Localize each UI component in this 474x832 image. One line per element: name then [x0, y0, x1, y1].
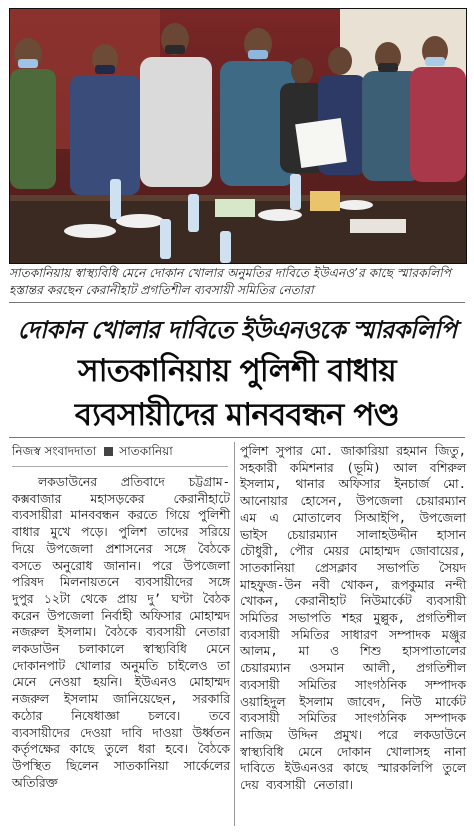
headline-divider — [9, 437, 465, 438]
bullet-square-icon — [104, 447, 113, 456]
press-photo — [9, 8, 467, 264]
headline-line-2: ব্যবসায়ীদের মানববন্ধন পণ্ড — [74, 397, 400, 433]
article-column-left: লকডাউনের প্রতিবাদে চট্টগ্রাম-কক্সবাজার মহাসড়কের কেরানীহাটে ব্যবসায়ীরা মানববন্ধন করতে গিয়ে পুলিশী বাধার মুখে পড়ে। পুলিশ তাদের সরিয়ে দিয়ে উপজেলা প্রশাসনের সঙ্গে বৈঠকে বসতে অনুরোধ জানান। পরে উপজেলা পরিষদ মিলনায়তনে ব্যবসায়ীদের সঙ্গে দুপুর ১২টা থেকে প্রায় দু’ ঘণ্টা বৈঠক করেন উপজেলা নির্বাহী অফিসার মোহাম্মদ নজরুল ইসলাম। বৈঠকে ব্যবসায়ী নেতারা লকডাউন চলাকালে স্বাস্থ্যবিধি মেনে দোকানপাট খোলার অনুমতি চাইলেও তা মেনে নেওয়া হয়নি। ইউএনও মোহাম্মদ নজরুল ইসলাম জানিয়েছেন, সরকারি কঠোর নিষেধাজ্ঞা চলবে। তবে ব্যবসায়ীদের দেওয়া দাবি দাওয়া উর্ধ্বতন কর্তৃপক্ষের কাছে তুলে ধরা হবে। বৈঠকে উপস্থিত ছিলেন সাতকানিয়া সার্কেলের অতিরিক্ত — [12, 475, 230, 790]
byline-reporter: নিজস্ব সংবাদদাতা — [12, 444, 97, 458]
column-divider — [234, 442, 235, 826]
byline-location: সাতকানিয়া — [119, 444, 173, 458]
kicker-headline: দোকান খোলার দাবিতে ইউএনওকে স্মারকলিপি — [17, 315, 457, 344]
article-column-right: পুলিশ সুপার মো. জাকারিয়া রহমান জিতু, সহকারী কমিশনার (ভূমি) আল বশিরুল ইসলাম, থানার অফিসার ইনচার্জ মো. আনোয়ার হোসেন, উপজেলা চেয়ারম্যান এম এ মোতালেব সিআইপি, উপজেলা ভাইস চেয়ারম্যান সালাহউদ্দীন হাসান চৌধুরী, পৌর মেয়র মোহাম্মদ জোবায়ের, সাতকানিয়া প্রেসক্লাব সভাপতি সৈয়দ মাহফুজ-উন নবী খোকন, রূপকুমার নন্দী খোকন, কেরানীহাট নিউমার্কেট ব্যবসায়ী সমিতির সভাপতি শহর মুল্লুক, প্রগতিশীল ব্যবসায়ী সমিতির সাধারণ সম্পাদক মঞ্জুর আলম, মা ও শিশু হাসপাতালের চেয়ারম্যান ওসমান আলী, প্রগতিশীল ব্যবসায়ী সমিতির সাংগঠনিক সম্পাদক ওয়াহিদুল ইসলাম জাবেদ, নিউ মার্কেট ব্যবসায়ী সমিতির সাংগঠনিক সম্পাদক নাজিম উদ্দিন প্রমুখ। পরে লকডাউনে স্বাস্থ্যবিধি মেনে দোকান খোলাসহ নানা দাবিতে ইউএনওর কাছে স্মারকলিপি তুলে দেয় ব্যবসায়ী নেতারা। — [240, 444, 466, 793]
byline-divider — [12, 466, 228, 467]
byline — [12, 443, 232, 459]
photo-caption: সাতকানিয়ায় স্বাস্থ্যবিধি মেনে দোকান খোলার অনুমতির দাবিতে ইউএনও’র কাছে স্মারকলিপি হস্তান্তর করছেন কেরানীহাট প্রগতিশীল ব্যবসায়ী সমিতির নেতারা — [9, 266, 451, 297]
press-photo-icon — [10, 9, 466, 263]
headline-line-1: সাতকানিয়ায় পুলিশী বাধায় — [78, 353, 396, 389]
caption-divider — [9, 302, 465, 303]
